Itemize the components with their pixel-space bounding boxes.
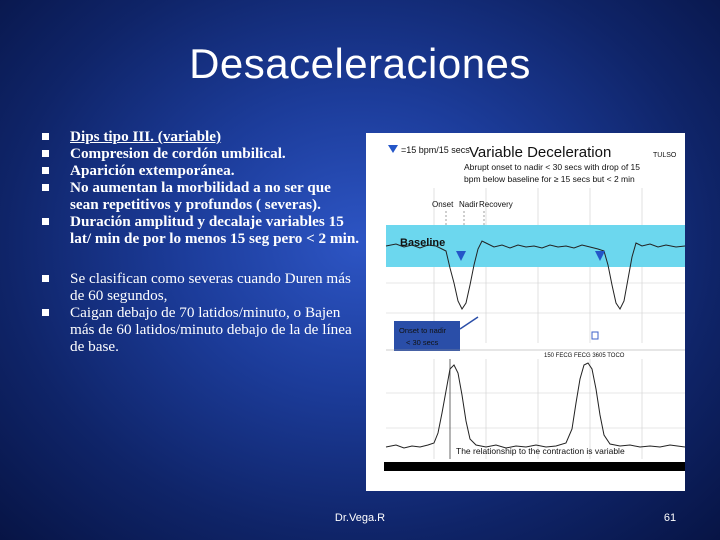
legend-scale-text: =15 bpm/15 secs [401, 145, 470, 155]
bullet-item: Aparición extemporánea. [42, 162, 362, 179]
footer-author: Dr.Vega.R [334, 512, 386, 524]
small-marker-icon [592, 332, 598, 339]
bullet-item: Compresion de cordón umbilical. [42, 145, 362, 162]
callout-pointer [460, 317, 478, 329]
bullet-item: Dips tipo III. (variable) [42, 128, 362, 145]
ctg-tracing-image [366, 133, 685, 491]
bullet-marker-icon [42, 218, 49, 225]
bullet-marker-icon [42, 150, 49, 157]
callout-line-1: Onset to nadir [399, 326, 447, 335]
callout-line-2: < 30 secs [406, 338, 439, 347]
lower-strip-label: 150 FECG FECG 3605 TOCO [544, 353, 625, 359]
bullet-item: Duración amplitud y decalaje variables 15 lat/ min de por lo menos 15 seg pero < 2 min. [42, 213, 362, 247]
bullet-marker-icon [42, 275, 49, 282]
slide-title: Desaceleraciones [189, 40, 531, 87]
bullet-item: Se clasifican como severas cuando Duren más de 60 segundos, [42, 270, 362, 304]
definition-line-2: bpm below baseline for ≥ 15 secs but < 2 min [464, 174, 635, 184]
baseline-label: Baseline [400, 237, 446, 249]
phase-label-recovery: Recovery [479, 200, 513, 209]
bullet-spacer [42, 247, 362, 270]
bullet-marker-icon [42, 167, 49, 174]
bullet-marker-icon [42, 133, 49, 140]
figure-caption: The relationship to the contraction is variable [456, 446, 625, 456]
bullet-marker-icon [42, 309, 49, 316]
definition-line-1: Abrupt onset to nadir < 30 secs with drop of 15 [464, 162, 641, 172]
bullet-list [42, 128, 362, 355]
variable-deceleration-figure [366, 133, 685, 491]
figure-title: Variable Deceleration [469, 144, 612, 161]
phase-label-nadir: Nadir [459, 200, 479, 209]
caption-bar [384, 462, 685, 471]
legend-triangle-icon [388, 145, 398, 153]
bullet-item: Caigan debajo de 70 latidos/minuto, o Bajen más de 60 latidos/minuto debajo de la de línea de base. [42, 304, 362, 355]
phase-label-onset: Onset [432, 200, 454, 209]
page-number: 61 [663, 512, 677, 524]
figure-corner-tag: TULSO [653, 152, 677, 159]
contraction-trace [386, 363, 685, 448]
bullet-marker-icon [42, 184, 49, 191]
bullet-item: No aumentan la morbilidad a no ser que sean repetitivos y profundos ( severas). [42, 179, 362, 213]
